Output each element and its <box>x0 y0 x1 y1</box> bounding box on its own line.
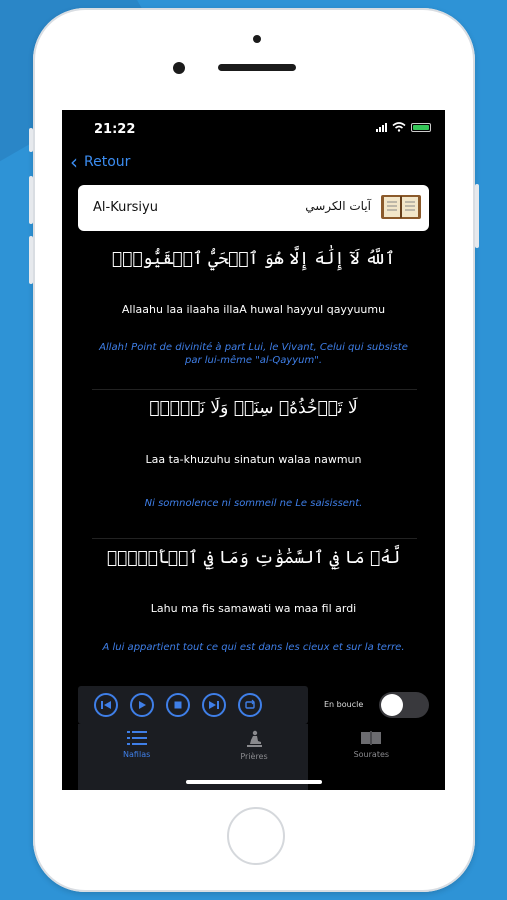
verse-translation: Allah! Point de divinité à part Lui, le Vivant, Celui qui subsiste par lui-même "al-Qayyum". <box>99 342 408 366</box>
book-icon <box>379 192 423 222</box>
tab-sourates[interactable] <box>313 724 430 782</box>
verse-transliteration: Allaahu laa ilaaha illaA huwal hayyul qayyuumu <box>121 303 386 316</box>
repeat-icon[interactable] <box>238 693 262 717</box>
verse-translation: A lui appartient tout ce qui est dans les cieux et sur la terre. <box>102 642 405 653</box>
app-screen <box>62 110 445 790</box>
wifi-icon <box>392 122 406 132</box>
surah-title-arabic: آيات الكرسي <box>305 199 371 213</box>
status-bar <box>62 110 445 150</box>
stop-icon[interactable] <box>166 693 190 717</box>
status-icons <box>376 122 431 132</box>
earpiece-speaker <box>218 64 296 71</box>
volume-down-button <box>29 236 33 284</box>
home-indicator <box>186 780 322 784</box>
verse-arabic: لَا تَأۡخُذُهُۥ سِنَةٞ وَلَا نَوۡمٞۚ <box>149 398 358 418</box>
surah-title-card <box>78 185 429 231</box>
tab-label: Prières <box>240 752 268 761</box>
previous-icon[interactable] <box>94 693 118 717</box>
tab-label: Nafilas <box>123 750 151 759</box>
sensor <box>253 35 261 43</box>
book-open-icon <box>360 730 382 746</box>
back-button[interactable] <box>70 150 131 174</box>
loop-label: En boucle <box>324 700 364 709</box>
toggle-knob <box>381 694 403 716</box>
verse-divider <box>92 389 417 390</box>
verse-divider <box>92 538 417 539</box>
cellular-signal-icon <box>376 122 387 132</box>
mute-switch <box>29 128 33 152</box>
surah-title-latin: Al-Kursiyu <box>93 200 158 215</box>
tab-bar <box>78 724 430 782</box>
verse-arabic: ٱللَّهُ لَآ إِلَٰهَ إِلَّا هُوَ ٱلۡحَيُّ ٱلۡقَيُّومُۚ <box>111 249 396 269</box>
tab-nafilas[interactable] <box>78 724 195 782</box>
audio-player <box>78 686 308 724</box>
verse-translation: Ni somnolence ni sommeil ne Le saisissent. <box>144 498 363 509</box>
battery-icon <box>411 123 431 132</box>
verse-transliteration: Laa ta-khuzuhu sinatun walaa nawmun <box>145 453 362 466</box>
list-icon <box>127 730 147 746</box>
loop-toggle[interactable] <box>379 692 429 718</box>
front-camera <box>173 62 185 74</box>
volume-up-button <box>29 176 33 224</box>
home-button[interactable] <box>227 807 285 865</box>
back-label: Retour <box>84 154 131 170</box>
next-icon[interactable] <box>202 693 226 717</box>
tab-prieres[interactable] <box>195 724 312 782</box>
play-icon[interactable] <box>130 693 154 717</box>
verse-transliteration: Lahu ma fis samawati wa maa fil ardi <box>150 602 357 615</box>
verse-arabic: لَّهُۥ مَا فِي ٱلسَّمَٰوَٰتِ وَمَا فِي ٱلۡأَرۡضِۗ <box>106 548 401 568</box>
chevron-left-icon: ‹ <box>70 150 78 174</box>
prayer-icon <box>244 730 264 748</box>
status-time: 21:22 <box>94 122 136 137</box>
power-button <box>475 184 479 248</box>
tab-label: Sourates <box>353 750 390 759</box>
bottom-controls <box>62 682 445 790</box>
